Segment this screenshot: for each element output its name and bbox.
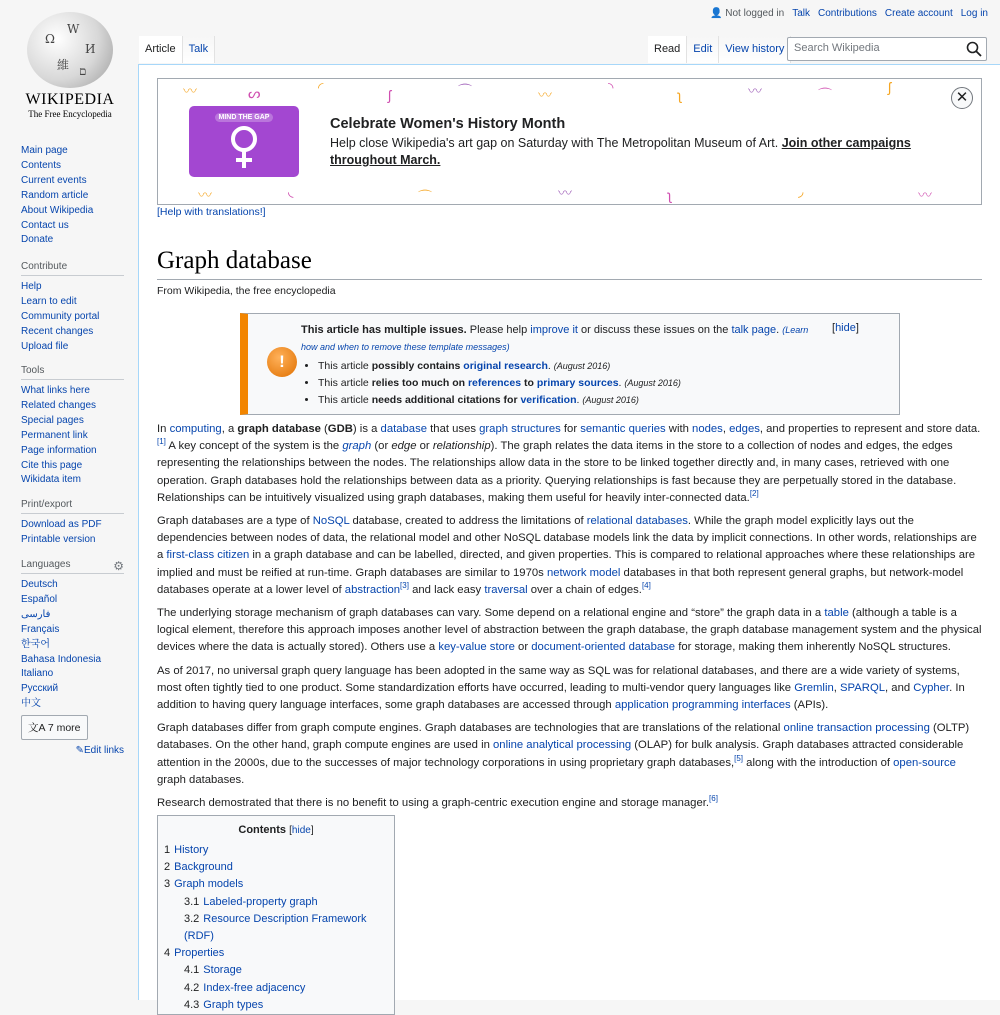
wikipedia-logo[interactable] xyxy=(20,12,120,119)
log-in-link[interactable]: Log in xyxy=(960,8,988,19)
tab-view-history[interactable]: View history xyxy=(719,36,791,63)
toc-link[interactable]: Graph types xyxy=(203,998,264,1011)
sidebar-item-community-portal[interactable]: Community portal xyxy=(21,310,100,322)
issue-link[interactable]: original research xyxy=(463,360,548,372)
wiki-link[interactable]: open-source xyxy=(893,756,956,769)
wiki-link[interactable]: nodes xyxy=(692,423,723,435)
language-link-espa-ol[interactable]: Español xyxy=(21,593,58,605)
sidebar-item-related-changes[interactable]: Related changes xyxy=(21,399,97,411)
tab-talk[interactable]: Talk xyxy=(183,36,216,63)
sidebar-item-contact-us[interactable]: Contact us xyxy=(21,219,69,231)
improve-link[interactable]: improve it xyxy=(530,324,578,336)
citation[interactable] xyxy=(734,754,743,763)
toc-number: 2 xyxy=(164,861,171,874)
languages-heading: Languages xyxy=(21,559,124,574)
wiki-link[interactable]: graph xyxy=(342,440,372,453)
sidebar-item-special-pages[interactable]: Special pages xyxy=(21,414,84,426)
search-input[interactable]: Search Wikipedia xyxy=(787,37,987,61)
page-title: Graph database xyxy=(157,247,982,280)
toc-item-3[interactable] xyxy=(164,876,388,893)
article-paragraph: The underlying storage mechanism of graph databases can vary. Some depend on a relational engine and “store” the graph data in a table (although a table is a logical element, therefore this approach imposes another level of abstraction between the graph database, the graph database management system and the physical devices where the data is actually stored). Others use a key-value store or document-oriented database for storage, making them inherently NoSQL structures. xyxy=(157,607,982,654)
toc-link[interactable]: Index-free adjacency xyxy=(203,981,306,994)
issue-link[interactable]: verification xyxy=(520,394,577,406)
banner-text: Help close Wikipedia's art gap on Saturday with The Metropolitan Museum of Art. Join other campaigns throughout March. xyxy=(330,136,911,167)
ambox-hide-link[interactable]: hide xyxy=(835,322,856,334)
learn-link[interactable]: (Learn how and when to remove these template messages) xyxy=(301,325,809,352)
citation-link[interactable]: [1] xyxy=(157,437,166,447)
toc-link[interactable]: Resource Description Framework (RDF) xyxy=(184,912,367,943)
language-link-4[interactable]: 한국어 xyxy=(21,638,50,650)
wiki-link[interactable]: semantic queries xyxy=(580,423,666,435)
tab-edit[interactable]: Edit xyxy=(687,36,719,63)
talk-link[interactable]: Talk xyxy=(792,8,810,19)
tools-portal xyxy=(21,365,124,488)
wiki-link[interactable]: application programming interfaces xyxy=(614,699,791,712)
table-of-contents xyxy=(157,815,395,1015)
sidebar-item-wikidata-item[interactable]: Wikidata item xyxy=(21,474,82,486)
toc-item-2[interactable] xyxy=(164,859,388,876)
citation[interactable] xyxy=(750,489,759,498)
toc-item-4-3[interactable] xyxy=(164,997,388,1014)
banner-title: Celebrate Women's History Month xyxy=(330,116,566,132)
user-icon: 👤 xyxy=(710,8,723,19)
wiki-link[interactable]: Gremlin xyxy=(794,681,834,694)
article-body xyxy=(157,421,982,818)
pencil-icon: ✎ xyxy=(75,745,84,757)
toc-item-3-2[interactable] xyxy=(164,911,388,945)
sidebar-item-download-as-pdf[interactable]: Download as PDF xyxy=(21,519,102,530)
wiki-link[interactable]: online analytical processing xyxy=(493,739,632,752)
language-link-2[interactable]: فارسی xyxy=(21,608,51,620)
citation-link[interactable]: [2] xyxy=(749,489,759,499)
search-icon[interactable] xyxy=(966,41,982,57)
sidebar-item-donate[interactable]: Donate xyxy=(21,234,54,246)
sidebar-item-what-links-here[interactable]: What links here xyxy=(21,385,90,396)
wiki-link[interactable]: NoSQL xyxy=(312,515,350,528)
italic-term: relationship xyxy=(432,440,491,453)
toc-link[interactable]: History xyxy=(174,844,209,856)
toc-number: 4.2 xyxy=(184,981,200,994)
multiple-issues-box xyxy=(240,313,900,415)
article-paragraph: Graph databases are a type of NoSQL database, created to address the limitations of relational databases. While the graph model explicitly lays out the dependencies between nodes of data, the relational model and other NoSQL database models link the data by implicit connections. In other words, relationships are a first-class citizen in a graph database and can be labelled, directed, and given properties. This is compared to relational approaches where these relationships are implied and must be reified at run-time. Graph databases are similar to 1970s network model databases in that both represent general graphs, but network-model databases operate at a lower level of abstraction[3] and lack easy traversal over a chain of edges.[4] xyxy=(157,515,977,596)
ambox-issue: • This article possibly contains original research. (August 2016) xyxy=(318,358,681,375)
contributions-link[interactable]: Contributions xyxy=(818,8,877,19)
create-account-link[interactable]: Create account xyxy=(884,8,953,19)
sidebar-item-help[interactable]: Help xyxy=(21,281,42,292)
logo-tagline: The Free Encyclopedia xyxy=(28,109,112,119)
sidebar-item-cite-this-page[interactable]: Cite this page xyxy=(21,459,83,471)
toc-number: 3.1 xyxy=(184,895,200,908)
toc-link[interactable]: Labeled-property graph xyxy=(203,895,318,908)
language-link-deutsch[interactable]: Deutsch xyxy=(21,579,58,590)
italic-term: edge xyxy=(391,440,417,453)
issue-link[interactable]: primary sources xyxy=(536,377,619,389)
toc-item-4-1[interactable] xyxy=(164,962,388,979)
article-paragraph: Research demostrated that there is no benefit to using a graph-centric execution engine and storage manager.[6] xyxy=(157,794,718,810)
toc-number: 1 xyxy=(164,844,171,856)
wiki-link[interactable]: database xyxy=(380,423,428,435)
wiki-link[interactable]: graph structures xyxy=(479,423,561,435)
ambox-header: This article has multiple issues. Please help improve it or discuss these issues on the talk page. (Learn how and when to remove these template messages) xyxy=(301,324,809,352)
citation-link[interactable]: [3] xyxy=(400,581,409,591)
print-heading: Print/export xyxy=(21,499,124,514)
citation-link[interactable]: [5] xyxy=(734,753,744,763)
sidebar-item-page-information[interactable]: Page information xyxy=(21,444,97,456)
language-link-7[interactable]: Русский xyxy=(21,683,59,695)
not-logged-in: 👤 Not logged in xyxy=(710,8,785,19)
view-tabs xyxy=(648,36,791,63)
citation[interactable] xyxy=(642,581,651,590)
talk-page-link[interactable]: talk page xyxy=(731,324,777,336)
wiki-link[interactable]: computing xyxy=(169,423,222,435)
toc-item-4[interactable] xyxy=(164,945,388,962)
wiki-link[interactable]: traversal xyxy=(484,583,528,596)
more-languages-button[interactable]: 文A 7 more xyxy=(21,715,88,740)
issue-link[interactable]: references xyxy=(467,377,522,389)
toc-item-3-1[interactable] xyxy=(164,894,388,911)
wiki-link[interactable]: table xyxy=(824,607,849,620)
toc-number: 4.3 xyxy=(184,998,200,1011)
wiki-link[interactable]: SPARQL xyxy=(840,681,886,694)
toc-number: 4 xyxy=(164,947,171,960)
wiki-link[interactable]: first-class citizen xyxy=(166,549,250,562)
wiki-link[interactable]: abstraction xyxy=(344,583,401,596)
bold-term: graph database xyxy=(237,423,321,435)
sidebar-item-contents[interactable]: Contents xyxy=(21,159,62,171)
citation[interactable] xyxy=(400,581,409,590)
sidebar-item-permanent-link[interactable]: Permanent link xyxy=(21,429,88,441)
sidebar-item-upload-file[interactable]: Upload file xyxy=(21,340,69,352)
tools-heading: Tools xyxy=(21,365,124,380)
sidebar-item-current-events[interactable]: Current events xyxy=(21,174,87,186)
tab-article[interactable]: Article xyxy=(139,36,183,63)
citation[interactable] xyxy=(709,794,718,803)
wiki-link[interactable]: online transaction processing xyxy=(783,722,930,735)
ambox-hide: [hide] xyxy=(832,322,859,334)
wiki-link[interactable]: key-value store xyxy=(438,641,515,654)
article-paragraph: As of 2017, no universal graph query language has been adopted in the same way as SQL was for relational databases, and there are a wide variety of systems, most often tightly tied to one product. Some standardization efforts have occurred, leading to multi-vendor query languages like Gremlin, SPARQL, and Cypher. In addition to having query language interfaces, some graph databases are accessed through application programming interfaces (APIs). xyxy=(157,664,965,712)
toc-hide-link[interactable]: hide xyxy=(291,825,311,836)
languages-portal xyxy=(21,559,124,756)
sidebar-item-random-article[interactable]: Random article xyxy=(21,189,89,201)
wiki-link[interactable]: network model xyxy=(546,566,621,579)
namespace-tabs xyxy=(139,36,215,63)
toc-link[interactable]: Background xyxy=(174,861,233,874)
toc-number: 3.2 xyxy=(184,912,200,925)
issue-date: (August 2016) xyxy=(582,395,639,405)
contribute-heading: Contribute xyxy=(21,261,124,276)
toc-number: 3 xyxy=(164,878,171,891)
toc-link[interactable]: Graph models xyxy=(174,878,244,891)
citation-link[interactable]: [6] xyxy=(709,794,718,804)
toc-number: 4.1 xyxy=(184,964,200,977)
article-paragraph: Graph databases differ from graph compute engines. Graph databases are technologies that are translations of the relational online transaction processing (OLTP) databases. On the other hand, graph compute engines are used in online analytical processing (OLAP) for bulk analysis. Graph databases attracted considerable attention in the 2000s, due to the successes of major technology corporations in using proprietary graph databases,[5] along with the introduction of open-source graph databases. xyxy=(157,722,970,786)
personal-tools xyxy=(710,8,988,19)
toc-title: Contents [hide] xyxy=(238,824,314,836)
citation-link[interactable]: [4] xyxy=(641,581,651,591)
toc-item-1[interactable] xyxy=(164,842,388,859)
campaign-banner: 〰 ᔕ ◜ ʃ ⌒ 〰 ◝ ʅ 〰 ⌒ ʃ 〰 ◟ ⌒ 〰 ʅ ◞ 〰 MIND THE GAP Celebrate Women's History Month Help close Wikipedia's art gap on Saturday with The Metropolitan Museum of Art. Join other campaigns throughout March. ✕ xyxy=(157,78,982,205)
wiki-link[interactable]: relational databases xyxy=(586,515,688,528)
tab-read[interactable]: Read xyxy=(648,36,687,63)
bold-term: GDB xyxy=(327,423,353,435)
sidebar-item-learn-to-edit[interactable]: Learn to edit xyxy=(21,295,77,307)
wiki-link[interactable]: document-oriented database xyxy=(531,641,676,654)
sidebar-item-recent-changes[interactable]: Recent changes xyxy=(21,325,94,337)
issue-date: (August 2016) xyxy=(624,378,681,388)
toc-link[interactable]: Storage xyxy=(203,964,242,977)
sidebar-item-about-wikipedia[interactable]: About Wikipedia xyxy=(21,204,94,216)
help-translate-link[interactable]: [Help with translations!] xyxy=(157,206,266,218)
ambox-issue: • This article needs additional citations for verification. (August 2016) xyxy=(318,392,681,409)
sidebar-item-printable-version[interactable]: Printable version xyxy=(21,533,96,545)
sidebar-item-main-page[interactable]: Main page xyxy=(21,145,68,156)
toc-link[interactable]: Properties xyxy=(174,947,225,960)
translate-icon: 文A xyxy=(28,722,48,735)
citation[interactable] xyxy=(157,437,166,446)
wiki-link[interactable]: edges xyxy=(729,423,760,435)
venus-symbol-icon xyxy=(226,124,262,170)
warning-icon: ! xyxy=(267,347,297,377)
language-link-8[interactable]: 中文 xyxy=(21,698,41,710)
ambox-issue: • This article relies too much on references to primary sources. (August 2016) xyxy=(318,375,681,392)
language-settings-gear-icon[interactable]: ⚙ xyxy=(113,559,124,573)
language-link-fran-ais[interactable]: Français xyxy=(21,623,60,635)
puzzle-globe-icon: Ω W И 維 ם xyxy=(27,12,113,88)
language-link-bahasa-indonesia[interactable]: Bahasa Indonesia xyxy=(21,653,102,665)
wiki-link[interactable]: Cypher xyxy=(913,681,950,694)
banner-close-button[interactable]: ✕ xyxy=(951,87,973,109)
logo-wordmark: WIKIPEDIA xyxy=(25,91,115,108)
print-portal xyxy=(21,499,124,548)
language-link-italiano[interactable]: Italiano xyxy=(21,668,54,680)
banner-campaigns-link[interactable]: Join other campaigns throughout March. xyxy=(330,136,911,167)
navigation-portal xyxy=(21,144,124,248)
site-subtitle: From Wikipedia, the free encyclopedia xyxy=(157,285,336,297)
issue-date: (August 2016) xyxy=(553,361,611,371)
toc-item-4-2[interactable] xyxy=(164,980,388,997)
mind-the-gap-logo: MIND THE GAP xyxy=(189,106,299,177)
edit-links-link[interactable]: ✎Edit links xyxy=(75,745,124,757)
article-paragraph: In computing, a graph database (GDB) is a database that uses graph structures for semantic queries with nodes, edges, and properties to represent and store data.[1] A key concept of the system is the graph (or edge or relationship). The graph relates the data items in the store to a collection of nodes and edges, the edges representing the relationships between the nodes. The relationships allow data in the store to be linked together directly and, in many cases, retrieved with one operation. Graph databases hold the relationships between data as a priority. Querying relationships is fast because they are perpetually stored in the database. Relationships can be intuitively visualized using graph databases, making them useful for heavily inter-connected data.[2] xyxy=(157,423,981,504)
contribute-portal xyxy=(21,261,124,355)
